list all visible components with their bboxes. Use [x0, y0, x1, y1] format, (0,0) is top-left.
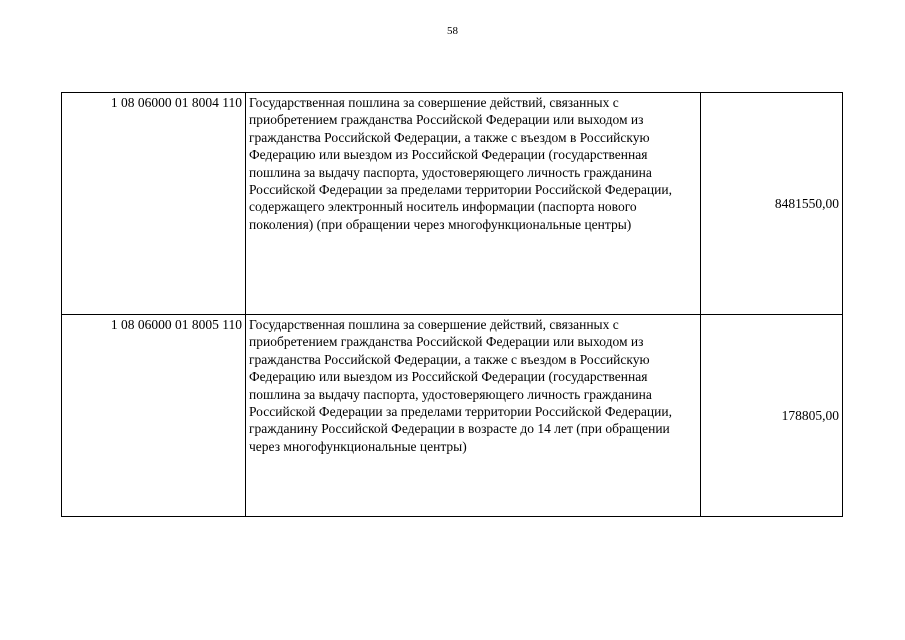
amount-cell: 8481550,00: [701, 93, 843, 315]
amount-cell: 178805,00: [701, 315, 843, 517]
page-number: 58: [447, 25, 458, 37]
budget-code-cell: 1 08 06000 01 8004 110: [62, 93, 246, 315]
table-row: [62, 93, 843, 315]
description-cell: Государственная пошлина за совершение действий, связанных с приобретением гражданства Российской Федерации или выходом из гражданства Российской Федерации, а также с въездом в Российскую Федерацию или выездом из Российской Федерации (государственная пошлина за выдачу паспорта, удостоверяющего личность гражданина Российской Федерации за пределами территории Российской Федерации, содержащего электронный носитель информации (паспорта нового поколения) (при обращении через многофункциональные центры): [246, 93, 701, 315]
description-cell: Государственная пошлина за совершение действий, связанных с приобретением гражданства Российской Федерации или выходом из гражданства Российской Федерации, а также с въездом в Российскую Федерацию или выездом из Российской Федерации (государственная пошлина за выдачу паспорта, удостоверяющего личность гражданина Российской Федерации за пределами территории Российской Федерации, гражданину Российской Федерации в возрасте до 14 лет (при обращении через многофункциональные центры): [246, 315, 701, 517]
revenue-table: [61, 92, 843, 517]
budget-code-cell: 1 08 06000 01 8005 110: [62, 315, 246, 517]
table-row: [62, 315, 843, 517]
